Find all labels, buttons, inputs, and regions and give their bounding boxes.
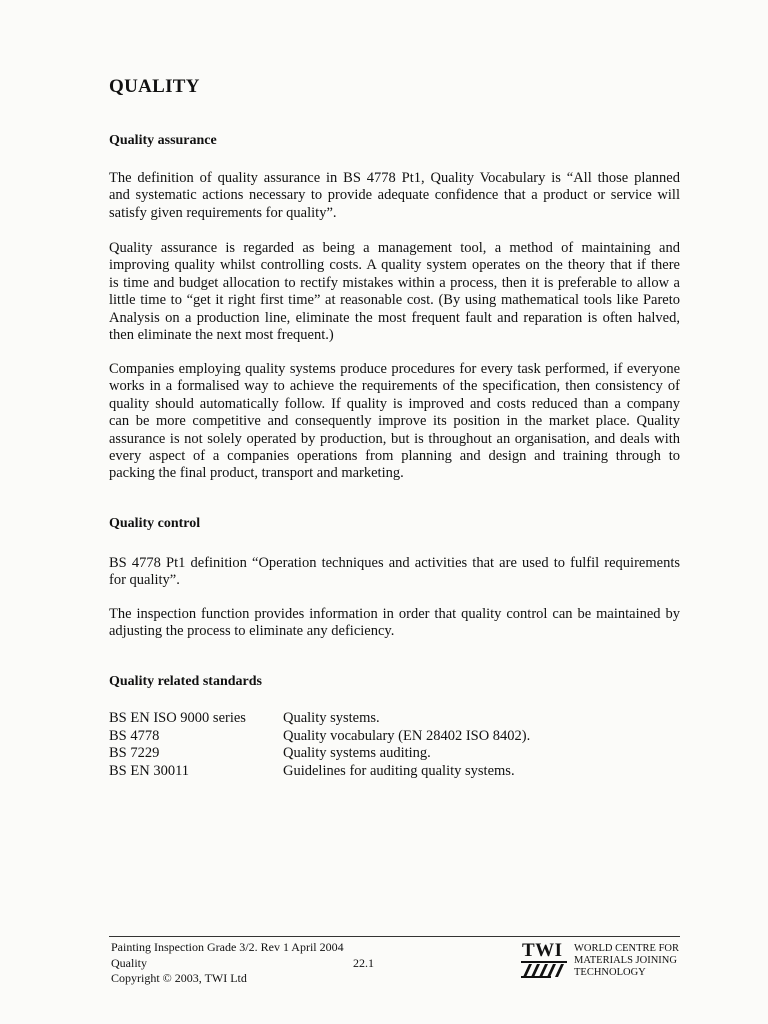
standard-description: Quality systems. bbox=[283, 710, 380, 726]
text-line: and systematic actions necessary to provide adequate confidence that a product or service will bbox=[109, 187, 680, 204]
table-row bbox=[109, 710, 530, 728]
paragraph-qc-inspection bbox=[109, 606, 680, 641]
text-line: can be more competitive and consequently improve its position in the market place. Quality bbox=[109, 413, 680, 430]
text-line: Analysis on a production line, eliminate the most frequent fault and reparation is often halved, bbox=[109, 309, 680, 326]
text-line: The inspection function provides information in order that quality control can be maintained by bbox=[109, 606, 680, 622]
heading-quality-control: Quality control bbox=[109, 516, 201, 531]
footer-divider bbox=[109, 936, 680, 937]
standard-description: Quality systems auditing. bbox=[283, 745, 431, 761]
footer-course: Painting Inspection Grade 3/2. Rev 1 April 2004 bbox=[111, 940, 344, 954]
standard-description: Quality vocabulary (EN 28402 ISO 8402). bbox=[283, 727, 531, 744]
paragraph-qa-companies bbox=[109, 361, 680, 483]
standard-code: BS EN 30011 bbox=[109, 762, 190, 779]
page-number: 22.1 bbox=[353, 956, 374, 970]
caption-line: TECHNOLOGY bbox=[574, 967, 646, 978]
standard-code: BS 7229 bbox=[109, 745, 160, 761]
standard-description: Guidelines for auditing quality systems. bbox=[283, 762, 515, 779]
paragraph-qa-management bbox=[109, 240, 680, 344]
paragraph-qa-definition bbox=[109, 170, 680, 222]
footer-copyright: Copyright © 2003, TWI Ltd bbox=[111, 971, 247, 985]
text-line: every aspect of a companies operations from planning and design and training through to bbox=[109, 448, 680, 465]
logo-wordmark: TWI bbox=[522, 940, 563, 961]
page-title: QUALITY bbox=[109, 76, 200, 97]
table-row bbox=[109, 763, 530, 781]
table-row bbox=[109, 728, 530, 746]
text-line: works in a formalised way to achieve the requirements of the specification, then consistency of bbox=[109, 378, 680, 395]
text-line: assurance is not solely operated by production, but is throughout an organisation, and deals with bbox=[109, 430, 680, 447]
text-line: adjusting the process to eliminate any deficiency. bbox=[109, 623, 395, 640]
table-row bbox=[109, 745, 530, 763]
text-line: for quality”. bbox=[109, 572, 180, 589]
footer-section: Quality bbox=[111, 955, 147, 970]
heading-quality-standards: Quality related standards bbox=[109, 674, 262, 689]
text-line: Quality assurance is regarded as being a management tool, a method of maintaining and bbox=[109, 240, 680, 256]
text-line: improving quality whilst controlling costs. A quality system operates on the theory that if there bbox=[109, 257, 680, 274]
text-line: is time and budget allocation to rectify mistakes within a process, then it is preferable to allow a bbox=[109, 274, 680, 291]
twi-logo bbox=[521, 940, 571, 982]
standard-code: BS EN ISO 9000 series bbox=[109, 710, 246, 726]
logo-caption bbox=[574, 943, 679, 979]
text-line: satisfy given requirements for quality”. bbox=[109, 204, 337, 221]
text-line: then eliminate the next most frequent.) bbox=[109, 327, 334, 344]
twi-logo-icon bbox=[521, 961, 569, 979]
text-line: packing the final product, transport and marketing. bbox=[109, 465, 404, 482]
text-line: Companies employing quality systems produce procedures for every task performed, if everyone bbox=[109, 361, 680, 377]
text-line: little time to “get it right first time” at reasonable cost. (By using mathematical tools like Pareto bbox=[109, 292, 680, 309]
standard-code: BS 4778 bbox=[109, 727, 160, 744]
text-line: BS 4778 Pt1 definition “Operation techniques and activities that are used to fulfil requirements bbox=[109, 555, 680, 571]
heading-quality-assurance: Quality assurance bbox=[109, 133, 217, 148]
text-line: quality should automatically follow. If quality is improved and costs reduced than a company bbox=[109, 395, 680, 412]
footer-info bbox=[111, 940, 344, 987]
text-line: The definition of quality assurance in BS 4778 Pt1, Quality Vocabulary is “All those planned bbox=[109, 170, 680, 186]
paragraph-qc-definition bbox=[109, 555, 680, 590]
caption-line: MATERIALS JOINING bbox=[574, 955, 677, 966]
caption-line: WORLD CENTRE FOR bbox=[574, 943, 679, 954]
standards-table bbox=[109, 710, 530, 780]
